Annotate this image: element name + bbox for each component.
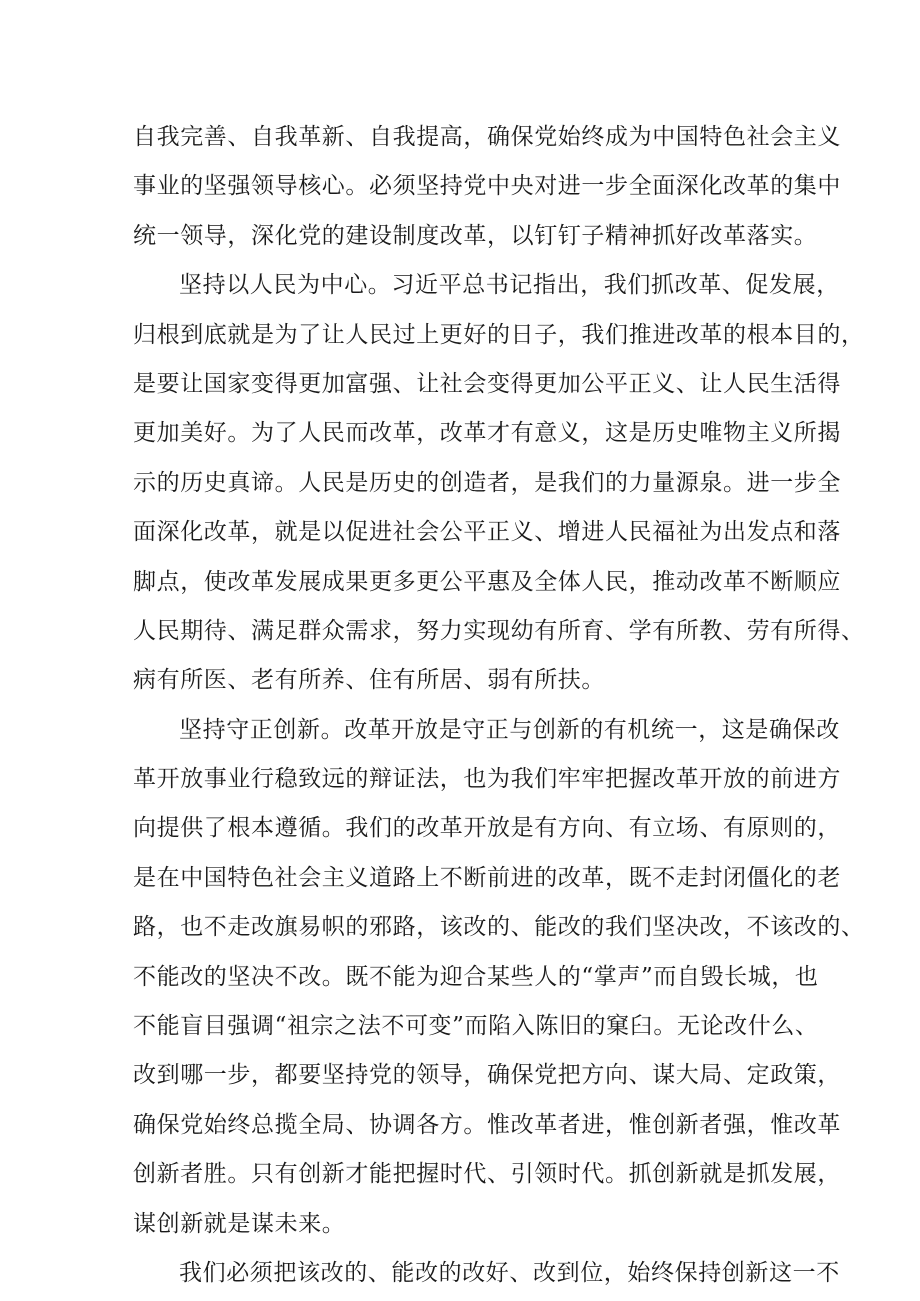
document-body	[133, 113, 865, 1298]
text-line: 是要让国家变得更加富强、让社会变得更加公平正义、让人民生活得	[133, 370, 841, 397]
text-line: 我们必须把该改的、能改的改好、改到位，始终保持创新这一不	[179, 1259, 840, 1286]
text-line: 坚持以人民为中心。习近平总书记指出，我们抓改革、促发展，	[179, 272, 840, 299]
text-line: 不能改的坚决不改。既不能为迎合某些人的“掌声”而自毁长城，也	[133, 963, 819, 990]
text-line: 坚持守正创新。改革开放是守正与创新的有机统一，这是确保改	[179, 716, 840, 743]
text-line: 脚点，使改革发展成果更多更公平惠及全体人民，推动改革不断顺应	[133, 568, 841, 595]
text-line: 向提供了根本遵循。我们的改革开放是有方向、有立场、有原则的，	[133, 815, 841, 842]
text-line: 面深化改革，就是以促进社会公平正义、增进人民福祉为出发点和落	[133, 519, 841, 546]
text-line: 人民期待、满足群众需求，努力实现幼有所育、学有所教、劳有所得、	[133, 617, 865, 644]
text-line: 统一领导，深化党的建设制度改革，以钉钉子精神抓好改革落实。	[133, 222, 818, 249]
text-line: 事业的坚强领导核心。必须坚持党中央对进一步全面深化改革的集中	[133, 173, 841, 200]
text-line: 是在中国特色社会主义道路上不断前进的改革，既不走封闭僵化的老	[133, 864, 841, 891]
text-line: 病有所医、老有所养、住有所居、弱有所扶。	[133, 667, 605, 694]
text-line: 确保党始终总揽全局、协调各方。惟改革者进，惟创新者强，惟改革	[133, 1111, 841, 1138]
text-line: 路，也不走改旗易帜的邪路，该改的、能改的我们坚决改，不该改的、	[133, 914, 865, 941]
text-line: 不能盲目强调“祖宗之法不可变”而陷入陈旧的窠臼。无论改什么、	[133, 1013, 819, 1040]
text-line: 归根到底就是为了让人民过上更好的日子，我们推进改革的根本目的，	[133, 321, 865, 348]
text-line: 示的历史真谛。人民是历史的创造者，是我们的力量源泉。进一步全	[133, 469, 841, 496]
text-line: 革开放事业行稳致远的辩证法，也为我们牢牢把握改革开放的前进方	[133, 766, 841, 793]
text-line: 谋创新就是谋未来。	[133, 1210, 346, 1237]
text-line: 创新者胜。只有创新才能把握时代、引领时代。抓创新就是抓发展，	[133, 1161, 841, 1188]
text-line: 自我完善、自我革新、自我提高，确保党始终成为中国特色社会主义	[133, 124, 841, 150]
text-line: 更加美好。为了人民而改革，改革才有意义，这是历史唯物主义所揭	[133, 420, 841, 447]
text-line: 改到哪一步，都要坚持党的领导，确保党把方向、谋大局、定政策，	[133, 1062, 841, 1089]
